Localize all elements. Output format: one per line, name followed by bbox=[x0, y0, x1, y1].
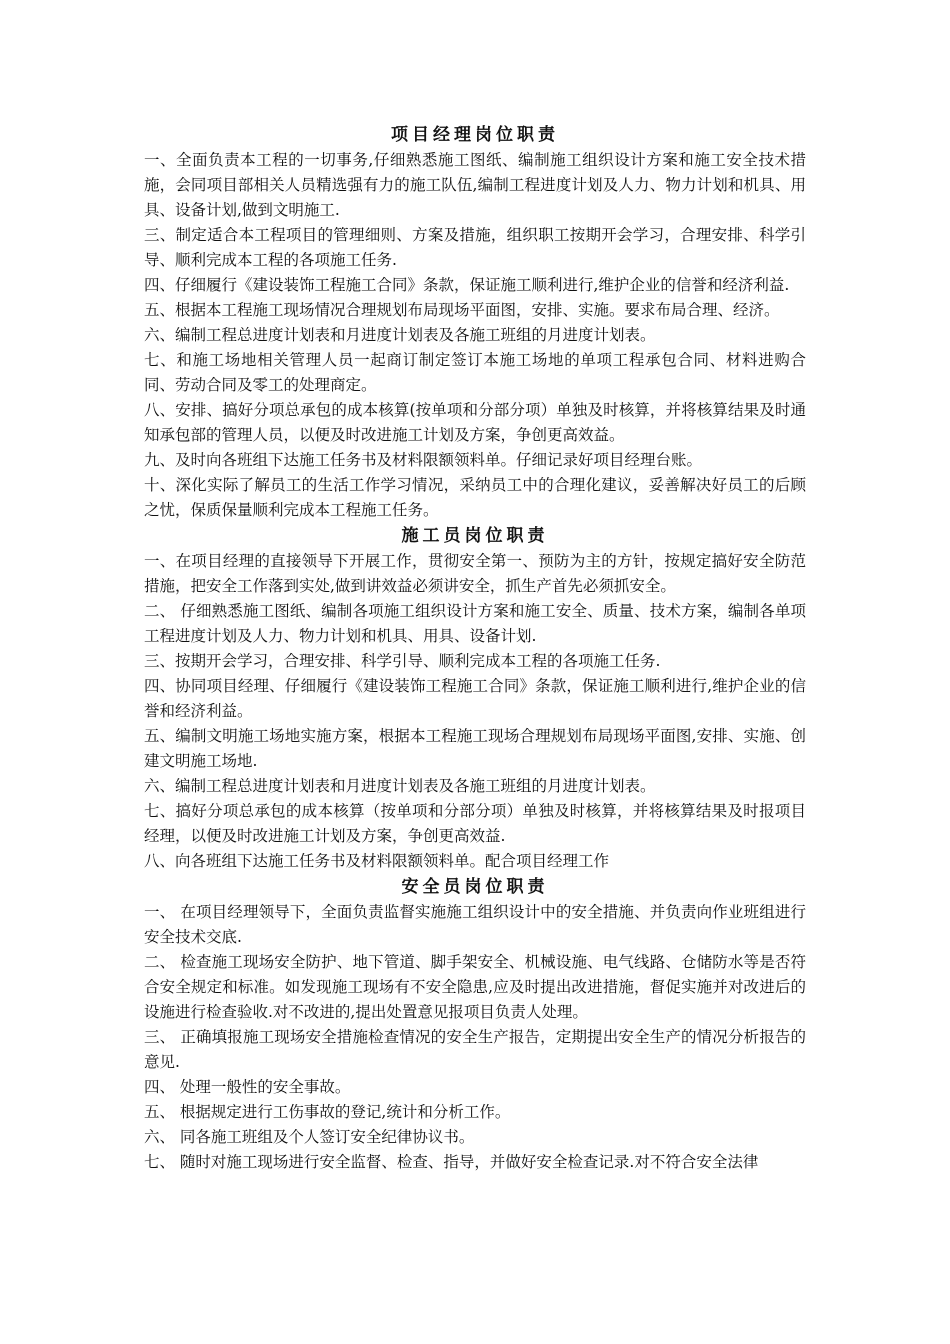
list-item: 五、编制文明施工场地实施方案，根据本工程施工现场合理规划布局现场平面图,安排、实施、创建文明施工场地. bbox=[144, 727, 806, 770]
section-title-project-manager: 项目经理岗位职责 bbox=[391, 125, 559, 145]
list-item: 七、 随时对施工现场进行安全监督、检查、指导，并做好安全检查记录.对不符合安全法律 bbox=[144, 1153, 759, 1171]
section-title-safety-officer: 安全员岗位职责 bbox=[401, 877, 549, 897]
list-item: 三、按期开会学习，合理安排、科学引导、顺利完成本工程的各项施工任务. bbox=[144, 652, 661, 670]
list-item: 四、 处理一般性的安全事故。 bbox=[144, 1078, 351, 1096]
list-item: 六、编制工程总进度计划表和月进度计划表及各施工班组的月进度计划表。 bbox=[144, 326, 656, 344]
list-item: 九、及时向各班组下达施工任务书及材料限额领料单。仔细记录好项目经理台账。 bbox=[144, 451, 703, 469]
list-item: 六、 同各施工班组及个人签订安全纪律协议书。 bbox=[144, 1128, 475, 1146]
section-title-construction-worker: 施工员岗位职责 bbox=[401, 526, 549, 546]
list-item: 四、协同项目经理、仔细履行《建设装饰工程施工合同》条款，保证施工顺利进行,维护企业的信誉和经济利益。 bbox=[144, 677, 806, 720]
list-item: 五、根据本工程施工现场情况合理规划布局现场平面图，安排、实施。要求布局合理、经济。 bbox=[144, 301, 780, 319]
list-item: 八、安排、搞好分项总承包的成本核算(按单项和分部分项）单独及时核算，并将核算结果及时通知承包部的管理人员，以便及时改进施工计划及方案，争创更高效益。 bbox=[144, 401, 806, 444]
document-page bbox=[144, 122, 806, 1175]
list-item: 三、制定适合本工程项目的管理细则、方案及措施，组织职工按期开会学习，合理安排、科学引导、顺利完成本工程的各项施工任务. bbox=[144, 226, 806, 269]
list-item: 七、和施工场地相关管理人员一起商订制定签订本施工场地的单项工程承包合同、材料进购合同、劳动合同及零工的处理商定。 bbox=[144, 351, 806, 394]
list-item: 三、 正确填报施工现场安全措施检查情况的安全生产报告，定期提出安全生产的情况分析报告的意见. bbox=[144, 1028, 806, 1071]
list-item: 十、深化实际了解员工的生活工作学习情况，采纳员工中的合理化建议，妥善解决好员工的后顾之忧，保质保量顺利完成本工程施工任务。 bbox=[144, 476, 806, 519]
list-item: 一、在项目经理的直接领导下开展工作，贯彻安全第一、预防为主的方针，按规定搞好安全防范措施，把安全工作落到实处,做到讲效益必须讲安全，抓生产首先必须抓安全。 bbox=[144, 552, 806, 595]
list-item: 一、全面负责本工程的一切事务,仔细熟悉施工图纸、编制施工组织设计方案和施工安全技术措施，会同项目部相关人员精选强有力的施工队伍,编制工程进度计划及人力、物力计划和机具、用具、设备计划,做到文明施工. bbox=[144, 151, 806, 219]
list-item: 八、向各班组下达施工任务书及材料限额领料单。配合项目经理工作 bbox=[144, 852, 610, 870]
list-item: 二、 仔细熟悉施工图纸、编制各项施工组织设计方案和施工安全、质量、技术方案，编制各单项工程进度计划及人力、物力计划和机具、用具、设备计划. bbox=[144, 602, 806, 645]
list-item: 一、 在项目经理领导下，全面负责监督实施施工组织设计中的安全措施、并负责向作业班组进行安全技术交底. bbox=[144, 903, 806, 946]
list-item: 六、编制工程总进度计划表和月进度计划表及各施工班组的月进度计划表。 bbox=[144, 777, 656, 795]
list-item: 七、搞好分项总承包的成本核算（按单项和分部分项）单独及时核算，并将核算结果及时报项目经理，以便及时改进施工计划及方案，争创更高效益. bbox=[144, 802, 806, 845]
list-item: 二、 检查施工现场安全防护、地下管道、脚手架安全、机械设施、电气线路、仓储防水等是否符合安全规定和标准。如发现施工现场有不安全隐患,应及时提出改进措施，督促实施并对改进后的设施进行检查验收.对不改进的,提出处置意见报项目负责人处理。 bbox=[144, 953, 806, 1021]
list-item: 四、仔细履行《建设装饰工程施工合同》条款，保证施工顺利进行,维护企业的信誉和经济利益. bbox=[144, 276, 790, 294]
list-item: 五、 根据规定进行工伤事故的登记,统计和分析工作。 bbox=[144, 1103, 511, 1121]
